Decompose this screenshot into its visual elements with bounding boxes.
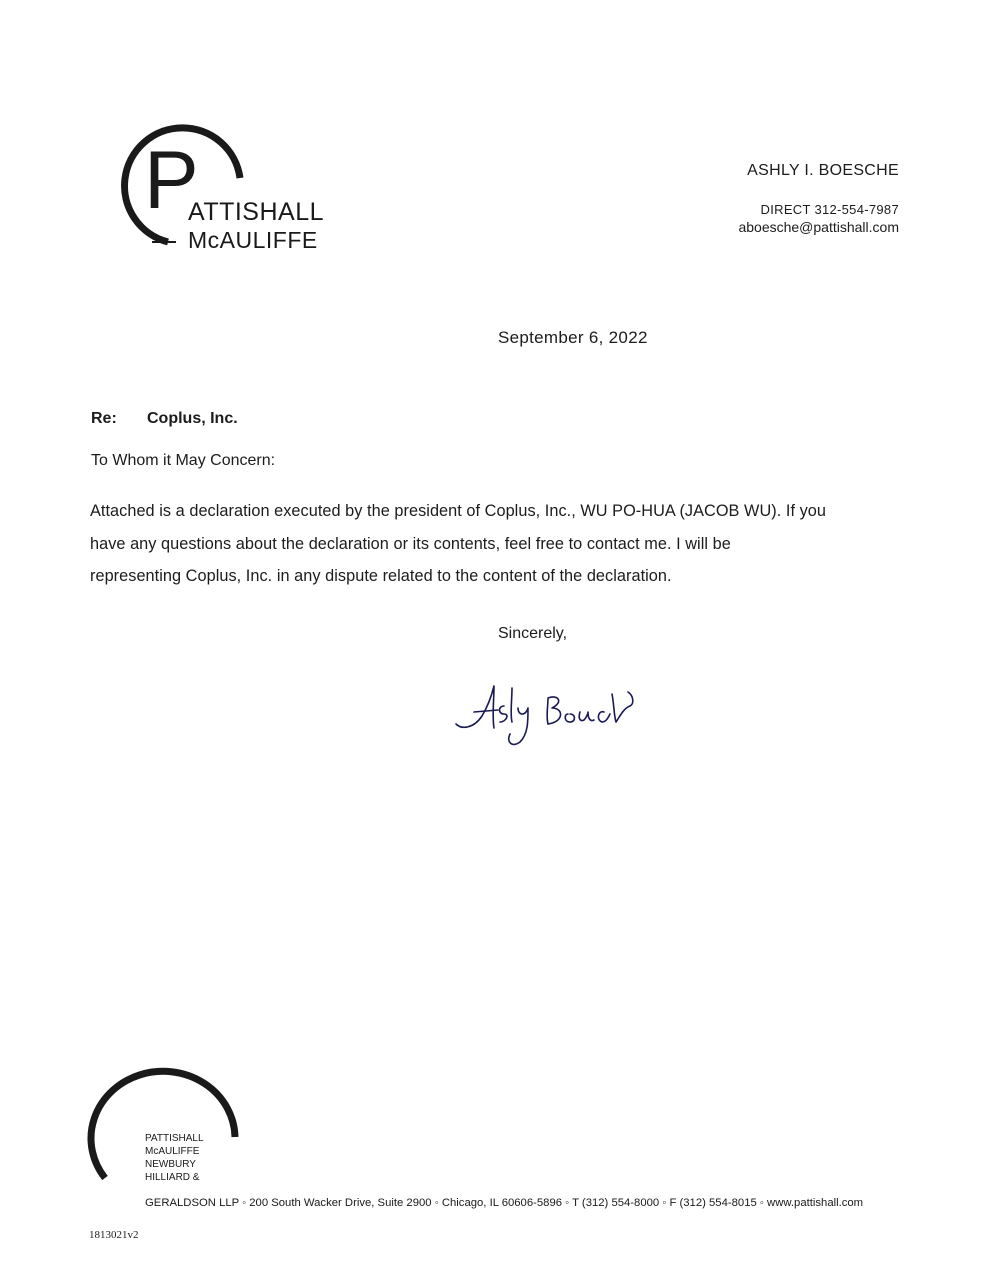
footer-firm-line: HILLIARD &	[145, 1172, 200, 1183]
body-line: have any questions about the declaration or its contents, feel free to contact me. I will be	[90, 534, 731, 553]
logo-name-line2: McAULIFFE	[188, 227, 318, 253]
re-subject: Coplus, Inc.	[147, 410, 238, 427]
handwritten-signature	[448, 676, 648, 756]
logo-initial: P	[144, 135, 199, 226]
sender-name: ASHLY I. BOESCHE	[747, 162, 899, 179]
footer-address: GERALDSON LLP ◦ 200 South Wacker Drive, Suite 2900 ◦ Chicago, IL 60606-5896 ◦ T (312) 554-8000 ◦ F (312) 554-8015 ◦ www.pattishall.com	[145, 1197, 864, 1209]
footer-firm-line: PATTISHALL	[145, 1133, 204, 1144]
body-line: representing Coplus, Inc. in any dispute related to the content of the declaration.	[90, 567, 672, 585]
footer-firm-line: NEWBURY	[145, 1159, 196, 1170]
re-label: Re:	[91, 410, 117, 427]
closing: Sincerely,	[498, 625, 568, 642]
document-id: 1813021v2	[89, 1229, 139, 1241]
sender-email[interactable]: aboesche@pattishall.com	[738, 219, 899, 235]
letter-date: September 6, 2022	[498, 328, 648, 347]
footer-firm-line: McAULIFFE	[145, 1146, 200, 1157]
re-line	[91, 410, 238, 428]
direct-label: DIRECT	[760, 202, 811, 217]
body-paragraph	[90, 495, 905, 593]
body-line: Attached is a declaration executed by the president of Coplus, Inc., WU PO-HUA (JACOB WU). If you	[90, 502, 827, 520]
salutation: To Whom it May Concern:	[91, 452, 276, 469]
direct-phone: 312-554-7987	[814, 202, 899, 217]
footer-firm-name	[145, 1132, 204, 1184]
sender-direct-line	[761, 202, 899, 217]
logo-name-line1: ATTISHALL	[188, 198, 325, 226]
